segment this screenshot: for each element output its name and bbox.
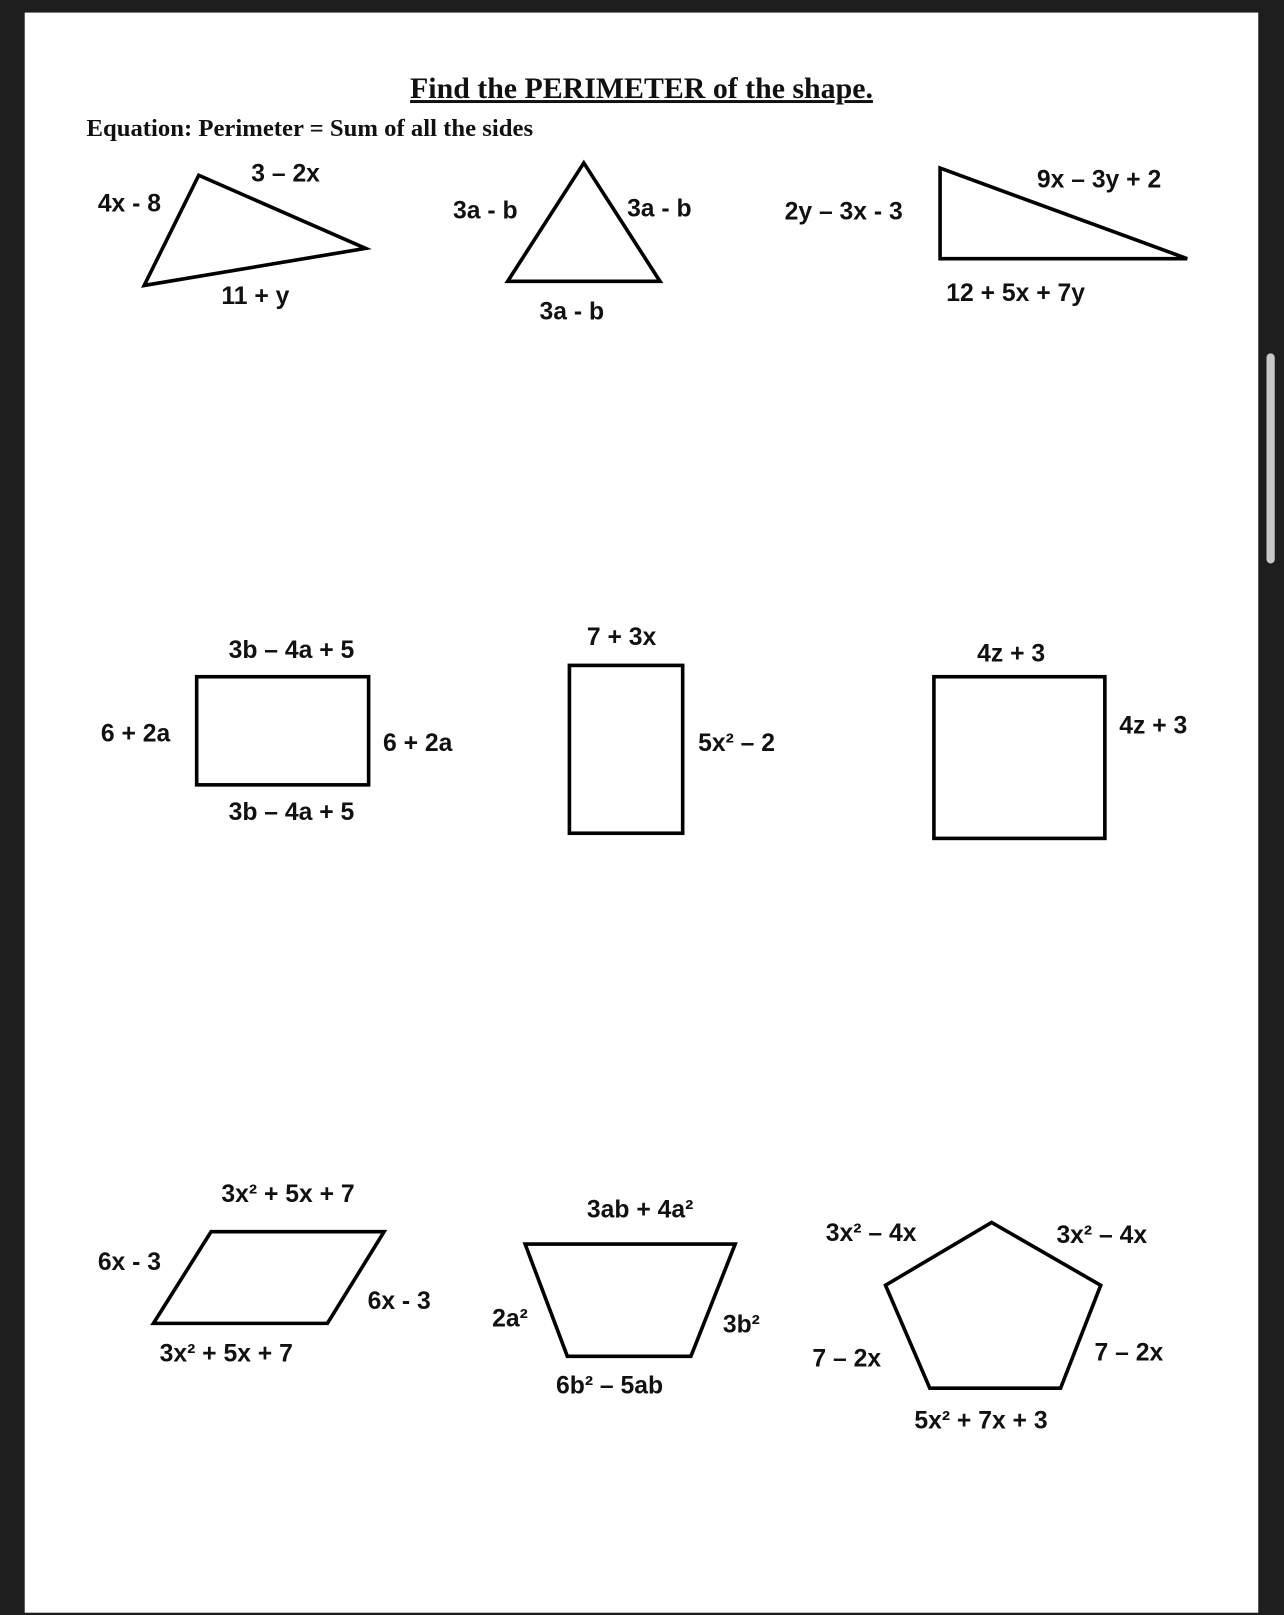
side-label: 5x² – 2 [698, 729, 776, 757]
side-label: 7 + 3x [586, 623, 657, 651]
side-label: 3x² + 5x + 7 [159, 1340, 293, 1368]
side-label: 6b² – 5ab [556, 1372, 664, 1400]
side-label: 3a - b [453, 197, 518, 225]
side-label: 6 + 2a [100, 720, 171, 748]
square-shape [934, 677, 1105, 839]
equation-text: Equation: Perimeter = Sum of all the sides [86, 115, 534, 143]
side-label: 6 + 2a [383, 729, 453, 757]
side-label: 3 – 2x [251, 160, 320, 188]
side-label: 9x – 3y + 2 [1036, 166, 1162, 194]
scrollbar-thumb[interactable] [1266, 353, 1274, 563]
rectangle-shape [197, 677, 369, 785]
worksheet-title: Find the PERIMETER of the shape. [410, 72, 873, 106]
side-label: 5x² + 7x + 3 [914, 1407, 1048, 1435]
side-label: 3a - b [539, 298, 605, 326]
side-label: 3b – 4a + 5 [228, 798, 355, 826]
side-label: 12 + 5x + 7y [946, 279, 1086, 307]
side-label: 6x - 3 [367, 1287, 431, 1315]
side-label: 2y – 3x - 3 [784, 198, 903, 226]
side-label: 7 – 2x [812, 1345, 882, 1373]
side-label: 6x - 3 [97, 1248, 161, 1276]
side-label: 2a² [492, 1305, 528, 1333]
side-label: 3x² – 4x [825, 1219, 917, 1247]
side-label: 4z + 3 [1119, 712, 1188, 740]
side-label: 3x² + 5x + 7 [221, 1180, 355, 1208]
side-label: 4z + 3 [977, 640, 1046, 668]
side-label: 7 – 2x [1094, 1339, 1164, 1367]
side-label: 3a - b [627, 195, 692, 223]
side-label: 3b – 4a + 5 [228, 637, 355, 665]
side-label: 4x - 8 [97, 190, 161, 218]
rectangle-shape [569, 665, 682, 833]
side-label: 3ab + 4a² [586, 1196, 694, 1224]
side-label: 11 + y [221, 282, 290, 310]
side-label: 3x² – 4x [1056, 1222, 1148, 1250]
side-label: 3b² [722, 1311, 760, 1339]
